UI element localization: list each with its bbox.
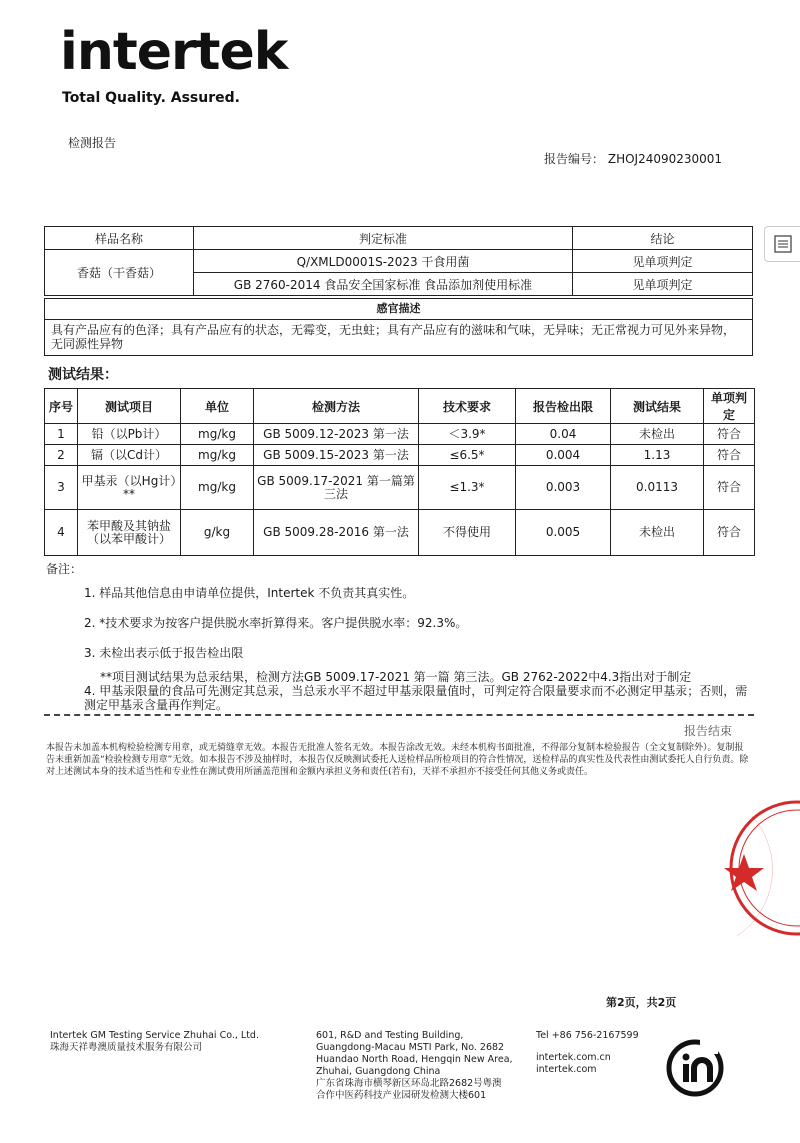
row-lod: 0.003 — [516, 466, 611, 510]
dashed-divider — [44, 714, 754, 716]
note-4-intro: **项目测试结果为总汞结果，检测方法GB 5009.17-2021 第一篇 第三法。GB 2762-2022中4.3指出对于制定 — [100, 670, 692, 684]
address-line: 广东省珠海市横琴新区环岛北路2682号粤澳 — [316, 1078, 502, 1089]
summary-table — [44, 226, 753, 296]
sensory-title: 感官描述 — [45, 299, 752, 320]
col-no: 序号 — [45, 389, 78, 424]
row-result: 未检出 — [611, 424, 704, 445]
sensory-text: 具有产品应有的色泽；具有产品应有的状态，无霉变，无虫蛀；具有产品应有的滋味和气味，无异味；无正常视力可见外来异物，无同源性异物 — [51, 323, 736, 351]
table-row — [45, 466, 755, 510]
official-stamp — [722, 796, 800, 946]
conclusion-2: 见单项判定 — [573, 273, 753, 296]
row-item: 铅（以Pb计） — [78, 424, 181, 445]
table-row — [45, 424, 755, 445]
row-no: 3 — [45, 466, 78, 510]
results-title: 测试结果： — [48, 367, 118, 383]
address-line: Huandao North Road, Hengqin New Area, — [316, 1054, 513, 1065]
report-end-mark: 报告结束 — [684, 724, 733, 738]
footer-address — [316, 1030, 526, 1102]
row-unit: mg/kg — [181, 424, 254, 445]
row-lod: 0.005 — [516, 510, 611, 556]
standard-2: GB 2760-2014 食品安全国家标准 食品添加剂使用标准 — [194, 273, 573, 296]
col-unit: 单位 — [181, 389, 254, 424]
results-header-row — [45, 389, 755, 424]
address-line: Zhuhai, Guangdong China — [316, 1066, 441, 1077]
address-line: 合作中医药科技产业园研发检测大楼601 — [316, 1090, 487, 1101]
conclusion-1: 见单项判定 — [573, 250, 753, 273]
row-judge: 符合 — [704, 424, 755, 445]
website-cn[interactable]: intertek.com.cn — [536, 1052, 611, 1063]
row-req: ＜3.9* — [419, 424, 516, 445]
table-row — [45, 510, 755, 556]
table-row — [45, 445, 755, 466]
row-judge: 符合 — [704, 510, 755, 556]
header-sample-name: 样品名称 — [45, 227, 194, 250]
row-method: GB 5009.17-2021 第一篇第三法 — [254, 466, 419, 510]
header-standard: 判定标准 — [194, 227, 573, 250]
col-method: 检测方法 — [254, 389, 419, 424]
row-method: GB 5009.15-2023 第一法 — [254, 445, 419, 466]
sensory-description-box — [44, 298, 753, 356]
company-name-cn: 珠海天祥粤澳质量技术服务有限公司 — [50, 1042, 203, 1053]
row-no: 1 — [45, 424, 78, 445]
row-req: 不得使用 — [419, 510, 516, 556]
standard-1: Q/XMLD0001S-2023 干食用菌 — [194, 250, 573, 273]
row-item: 镉（以Cd计） — [78, 445, 181, 466]
row-req: ≤1.3* — [419, 466, 516, 510]
results-table — [44, 388, 755, 556]
report-number-value: ZHOJ24090230001 — [607, 152, 723, 166]
sample-name: 香菇（干香菇） — [45, 250, 194, 296]
address-line: 601, R&D and Testing Building, — [316, 1030, 464, 1041]
row-item: 甲基汞（以Hg计）** — [78, 466, 181, 510]
qr-scan-icon[interactable] — [764, 226, 800, 262]
footer-company — [50, 1030, 280, 1054]
company-name-en: Intertek GM Testing Service Zhuhai Co., Ltd. — [50, 1030, 259, 1041]
col-judge: 单项判定 — [704, 389, 755, 424]
document-title: 检测报告 — [68, 136, 117, 150]
legal-fine-print: 本报告未加盖本机构检验检测专用章，或无骑缝章无效。本报告无批准人签名无效。本报告涂改无效。未经本机构书面批准，不得部分复制本检验报告（全文复制除外）。复制报告未重新加盖“检验检测专用章”无效。如本报告不涉及抽样时，本报告仅反映测试委托人送检样品所检项目的符合性情况，送检样品的真实性及代表性由测试委托人自行负责。除对上述测试本身的技术适当性和专业性在测试费用所涵盖范围和金额内承担义务和责任(若有)，天祥不承担亦不接受任何其他义务或责任。 — [46, 743, 749, 777]
row-unit: mg/kg — [181, 466, 254, 510]
footer-contact — [536, 1030, 656, 1076]
note-4: 4. 甲基汞限量的食品可先测定其总汞，当总汞水平不超过甲基汞限量值时，可判定符合限量要求而不必测定甲基汞；否则，需测定甲基汞含量再作判定。 — [84, 684, 748, 712]
note-2: 2. *技术要求为按客户提供脱水率折算得来。客户提供脱水率：92.3%。 — [84, 616, 468, 630]
row-unit: mg/kg — [181, 445, 254, 466]
row-result: 1.13 — [611, 445, 704, 466]
row-method: GB 5009.12-2023 第一法 — [254, 424, 419, 445]
row-req: ≤6.5* — [419, 445, 516, 466]
row-judge: 符合 — [704, 445, 755, 466]
intertek-logo: intertek — [60, 22, 288, 82]
website[interactable]: intertek.com — [536, 1064, 597, 1075]
row-judge: 符合 — [704, 466, 755, 510]
col-req: 技术要求 — [419, 389, 516, 424]
row-item: 苯甲酸及其钠盐（以苯甲酸计） — [78, 510, 181, 556]
row-no: 2 — [45, 445, 78, 466]
note-1: 1. 样品其他信息由申请单位提供，Intertek 不负责其真实性。 — [84, 586, 415, 600]
tel: Tel +86 756-2167599 — [536, 1030, 639, 1041]
col-item: 测试项目 — [78, 389, 181, 424]
report-number — [544, 150, 722, 167]
report-number-label: 报告编号： — [544, 152, 605, 166]
row-lod: 0.004 — [516, 445, 611, 466]
row-no: 4 — [45, 510, 78, 556]
brand-tagline: Total Quality. Assured. — [62, 90, 240, 106]
note-3: 3. 未检出表示低于报告检出限 — [84, 646, 244, 660]
row-unit: g/kg — [181, 510, 254, 556]
row-method: GB 5009.28-2016 第一法 — [254, 510, 419, 556]
header-conclusion: 结论 — [573, 227, 753, 250]
page-number: 第2页，共2页 — [606, 996, 677, 1009]
row-result: 0.0113 — [611, 466, 704, 510]
row-lod: 0.04 — [516, 424, 611, 445]
col-result: 测试结果 — [611, 389, 704, 424]
intertek-emblem-icon — [660, 1030, 730, 1100]
row-result: 未检出 — [611, 510, 704, 556]
col-lod: 报告检出限 — [516, 389, 611, 424]
address-line: Guangdong-Macau MSTI Park, No. 2682 — [316, 1042, 505, 1053]
notes-label: 备注： — [46, 562, 83, 576]
